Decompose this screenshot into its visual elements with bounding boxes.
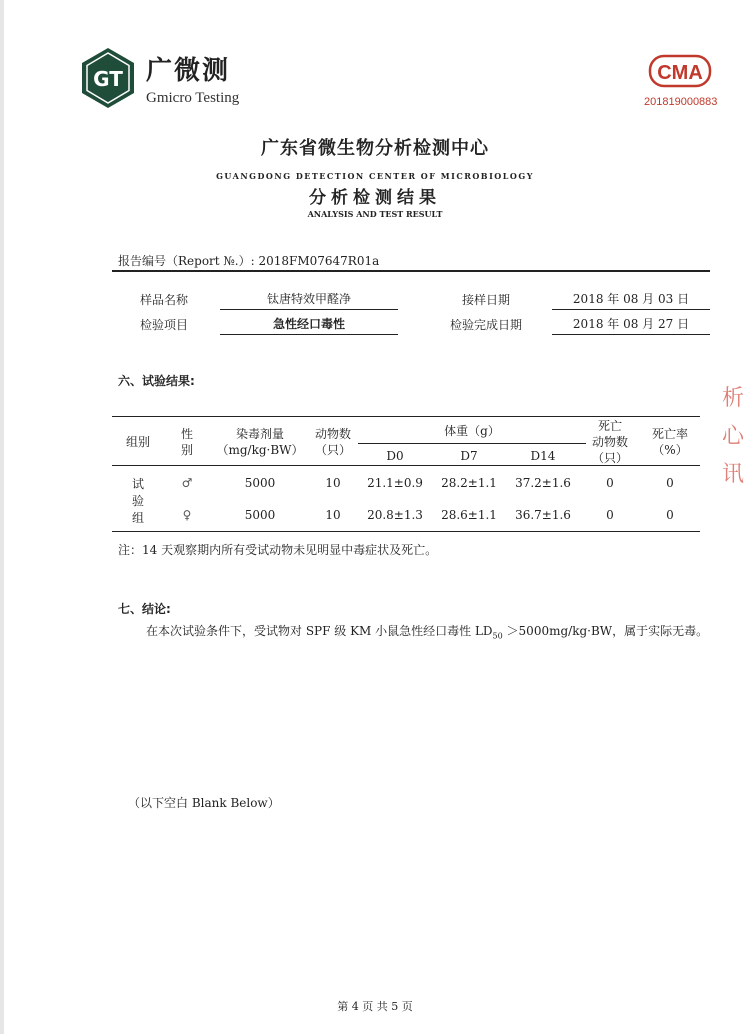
row-d14: 37.2±1.6 [515, 476, 571, 490]
stamp-char: 讯 [722, 462, 745, 487]
conclusion-text-after: ＞5000mg/kg·BW，属于实际无毒。 [502, 624, 709, 638]
section-conclusion-title: 七、结论: [118, 602, 171, 616]
sample-name-label: 样品名称 [140, 293, 189, 307]
row-d7: 28.6±1.1 [441, 508, 497, 522]
page-footer: 第 4 页 共 5 页 [337, 1000, 413, 1013]
report-number-line [118, 252, 379, 269]
result-title-en: ANALYSIS AND TEST RESULT [307, 209, 443, 219]
row-count: 10 [325, 508, 341, 522]
header-d14: D14 [530, 449, 556, 463]
report-number-label: 报告编号（Report №.）: [118, 254, 255, 268]
logo-hexagon-icon [80, 46, 136, 110]
report-number: 2018FM07647R01a [258, 254, 380, 268]
center-title-en: GUANGDONG DETECTION CENTER OF MICROBIOLOGY [216, 171, 534, 181]
header-d7: D7 [460, 449, 478, 463]
cma-certification [644, 52, 716, 112]
row-d0: 21.1±0.9 [367, 476, 423, 490]
row-rate: 0 [666, 508, 674, 522]
header-rate-2: （%） [652, 443, 688, 457]
logo-english-name: Gmicro Testing [146, 90, 240, 106]
logo-chinese-name: 广微测 [146, 56, 231, 86]
stamp-char: 心 [722, 424, 745, 449]
row-d7: 28.2±1.1 [441, 476, 497, 490]
row-dose: 5000 [244, 508, 276, 522]
section-results-title: 六、试验结果: [118, 374, 195, 388]
row-deaths: 0 [606, 508, 614, 522]
receive-date-value: 2018 年 08 月 03 日 [552, 290, 710, 310]
logo-mark: GT [93, 67, 123, 91]
partial-stamp [722, 380, 750, 530]
row-deaths: 0 [606, 476, 614, 490]
test-item-value: 急性经口毒性 [220, 315, 398, 335]
stamp-char: 析 [722, 386, 745, 411]
result-title-cn: 分析检测结果 [309, 188, 441, 208]
row-sex: ♀ [182, 508, 192, 522]
row-dose: 5000 [244, 476, 276, 490]
row-d0: 20.8±1.3 [367, 508, 423, 522]
header-rate-1: 死亡率 [651, 427, 688, 441]
complete-date-value: 2018 年 08 月 27 日 [552, 315, 710, 335]
conclusion-text [146, 622, 708, 640]
header-rule [112, 270, 710, 272]
header-dose-1: 染毒剂量 [235, 427, 284, 441]
table-weight-rule [358, 443, 586, 444]
header-death-3: （只） [591, 451, 628, 465]
receive-date-label: 接样日期 [462, 293, 511, 307]
group-label-2: 验 [131, 494, 144, 508]
header-count-2: （只） [314, 443, 351, 457]
header-death-2: 动物数 [591, 435, 628, 449]
header-sex-1: 性 [180, 427, 193, 441]
table-top-rule [112, 416, 700, 417]
header-dose-2: （mg/kg·BW） [216, 443, 304, 457]
header-group: 组别 [125, 435, 150, 449]
sample-name-value: 钛唐特效甲醛净 [220, 290, 398, 310]
header-weight: 体重（g） [444, 424, 500, 438]
table-note: 注：14 天观察期内所有受试动物未见明显中毒症状及死亡。 [118, 543, 438, 557]
cma-text: CMA [657, 62, 703, 84]
test-item-label: 检验项目 [140, 318, 189, 332]
header-count-1: 动物数 [314, 427, 351, 441]
header-sex-2: 别 [180, 443, 193, 457]
ld50-subscript: 50 [492, 631, 503, 641]
row-sex: ♂ [181, 476, 193, 490]
cma-number: 201819000883 [644, 96, 718, 108]
complete-date-label: 检验完成日期 [450, 318, 523, 332]
row-rate: 0 [666, 476, 674, 490]
center-title-cn: 广东省微生物分析检测中心 [261, 138, 489, 159]
group-label-3: 组 [131, 511, 144, 525]
cma-seal-icon [648, 52, 712, 92]
group-label-1: 试 [131, 477, 144, 491]
company-logo [80, 46, 260, 116]
row-count: 10 [325, 476, 341, 490]
conclusion-text-before: 在本次试验条件下，受试物对 SPF 级 KM 小鼠急性经口毒性 LD [146, 624, 493, 638]
blank-below-note: （以下空白 Blank Below） [128, 796, 280, 810]
header-death-1: 死亡 [597, 419, 622, 433]
table-bottom-rule [112, 531, 700, 532]
row-d14: 36.7±1.6 [515, 508, 571, 522]
header-d0: D0 [386, 449, 404, 463]
